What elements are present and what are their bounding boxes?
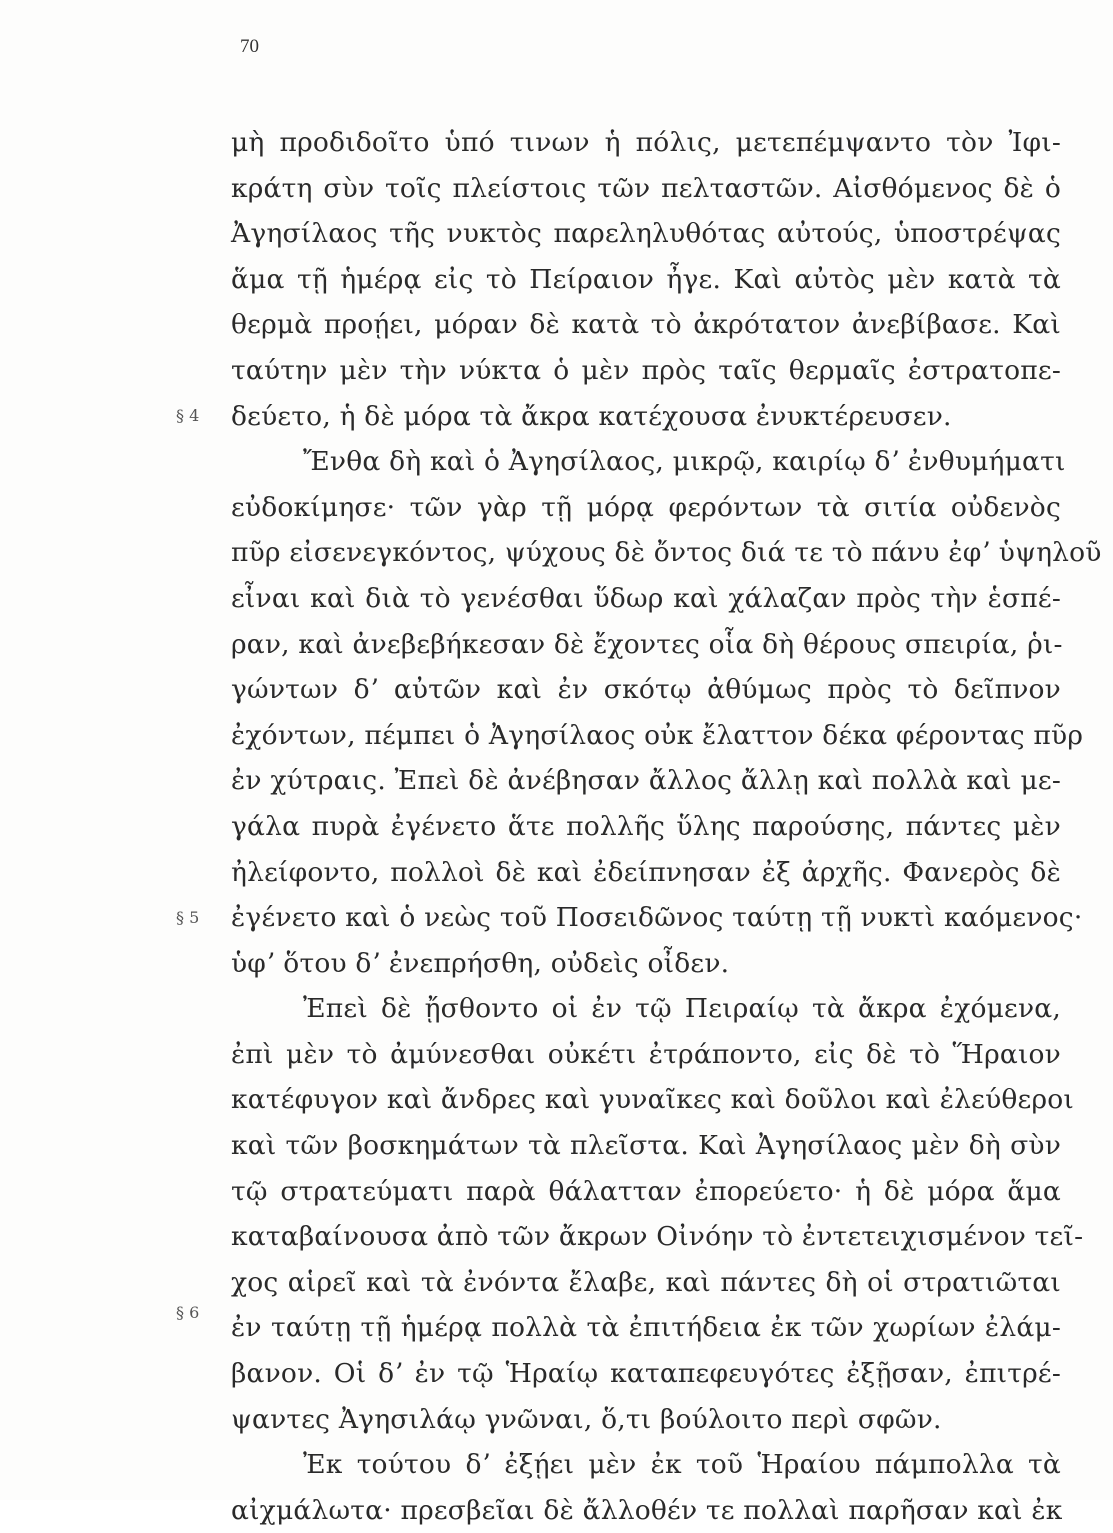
text-line: γάλα πυρὰ ἐγένετο ἅτε πολλῆς ὕλης παρούσης, πάντες μὲν	[231, 810, 1061, 842]
body-text	[231, 120, 1102, 1533]
text-line: Ἐκ τούτου δʼ ἐξῄει μὲν ἐκ τοῦ Ἡραίου πάμπολλα τὰ	[303, 1449, 1061, 1481]
text-line: εὐδοκίμησε· τῶν γὰρ τῇ μόρᾳ φερόντων τὰ σιτία οὐδενὸς	[231, 491, 1061, 523]
text-line: ἐπὶ μὲν τὸ ἀμύνεσθαι οὐκέτι ἐτράποντο, εἰς δὲ τὸ Ἥραιον	[231, 1038, 1061, 1070]
text-line: ἐν ταύτῃ τῇ ἡμέρᾳ πολλὰ τὰ ἐπιτήδεια ἐκ τῶν χωρίων ἐλάμ-	[231, 1312, 1061, 1344]
text-line: ἐχόντων, πέμπει ὁ Ἀγησίλαος οὐκ ἔλαττον δέκα φέροντας πῦρ	[231, 719, 1084, 751]
text-line: ἐν χύτραις. Ἐπεὶ δὲ ἀνέβησαν ἄλλος ἄλλῃ καὶ πολλὰ καὶ με-	[231, 765, 1061, 797]
text-line: κατέφυγον καὶ ἄνδρες καὶ γυναῖκες καὶ δοῦλοι καὶ ἐλεύθεροι	[231, 1084, 1074, 1116]
text-line: ἐγένετο καὶ ὁ νεὼς τοῦ Ποσειδῶνος ταύτῃ τῇ νυκτὶ καόμενος·	[231, 902, 1083, 934]
text-line: ἠλείφοντο, πολλοὶ δὲ καὶ ἐδείπνησαν ἐξ ἀρχῆς. Φανερὸς δὲ	[231, 856, 1061, 888]
text-line: βανον. Οἱ δʼ ἐν τῷ Ἡραίῳ καταπεφευγότες ἐξῇσαν, ἐπιτρέ-	[231, 1358, 1061, 1390]
text-line: ὑφʼ ὅτου δʼ ἐνεπρήσθη, οὐδεὶς οἶδεν.	[231, 947, 730, 979]
text-line: ἅμα τῇ ἡμέρᾳ εἰς τὸ Πείραιον ἦγε. Καὶ αὐτὸς μὲν κατὰ τὰ	[231, 263, 1061, 295]
section-marker-5: § 5	[176, 908, 200, 927]
text-line: τῷ στρατεύματι παρὰ θάλατταν ἐπορεύετο· ἡ δὲ μόρα ἅμα	[231, 1175, 1061, 1207]
page-number: 70	[240, 36, 259, 57]
text-line: ταύτην μὲν τὴν νύκτα ὁ μὲν πρὸς ταῖς θερμαῖς ἐστρατοπε-	[231, 354, 1061, 386]
section-marker-4: § 4	[176, 406, 200, 425]
text-line: αἰχμάλωτα· πρεσβεῖαι δὲ ἄλλοθέν τε πολλαὶ παρῆσαν καὶ ἐκ	[231, 1494, 1063, 1526]
text-line: Ἔνθα δὴ καὶ ὁ Ἀγησίλαος, μικρῷ, καιρίῳ δʼ ἐνθυμήματι	[303, 446, 1066, 478]
section-marker-6: § 6	[176, 1303, 200, 1322]
text-line: Ἐπεὶ δὲ ᾔσθοντο οἱ ἐν τῷ Πειραίῳ τὰ ἄκρα ἐχόμενα,	[303, 993, 1061, 1025]
text-line: καταβαίνουσα ἀπὸ τῶν ἄκρων Οἰνόην τὸ ἐντετειχισμένον τεῖ-	[231, 1221, 1084, 1253]
text-line: μὴ προδιδοῖτο ὑπό τινων ἡ πόλις, μετεπέμψαντο τὸν Ἰφι-	[231, 127, 1061, 158]
text-line: εἶναι καὶ διὰ τὸ γενέσθαι ὕδωρ καὶ χάλαζαν πρὸς τὴν ἑσπέ-	[231, 582, 1061, 614]
text-line: χος αἱρεῖ καὶ τὰ ἐνόντα ἔλαβε, καὶ πάντες δὴ οἱ στρατιῶται	[231, 1266, 1061, 1298]
text-line: ραν, καὶ ἀνεβεβήκεσαν δὲ ἔχοντες οἷα δὴ θέρους σπειρία, ῥι-	[231, 628, 1063, 660]
text-line: γώντων δʼ αὐτῶν καὶ ἐν σκότῳ ἀθύμως πρὸς τὸ δεῖπνον	[231, 674, 1061, 706]
text-line: Ἀγησίλαος τῆς νυκτὸς παρεληλυθότας αὐτούς, ὑποστρέψας	[231, 218, 1061, 250]
text-line: κράτη σὺν τοῖς πλείστοις τῶν πελταστῶν. Αἰσθόμενος δὲ ὁ	[231, 172, 1061, 204]
text-line: καὶ τῶν βοσκημάτων τὰ πλεῖστα. Καὶ Ἀγησίλαος μὲν δὴ σὺν	[231, 1130, 1061, 1162]
text-line: ψαντες Ἀγησιλάῳ γνῶναι, ὅ,τι βούλοιτο περὶ σφῶν.	[231, 1403, 942, 1435]
text-line: θερμὰ προῄει, μόραν δὲ κατὰ τὸ ἀκρότατον ἀνεβίβασε. Καὶ	[231, 309, 1061, 341]
text-line: δεύετο, ἡ δὲ μόρα τὰ ἄκρα κατέχουσα ἐνυκτέρευσεν.	[231, 400, 952, 432]
text-line: πῦρ εἰσενεγκόντος, ψύχους δὲ ὄντος διά τε τὸ πάνυ ἐφʼ ὑψηλοῦ	[231, 537, 1102, 569]
